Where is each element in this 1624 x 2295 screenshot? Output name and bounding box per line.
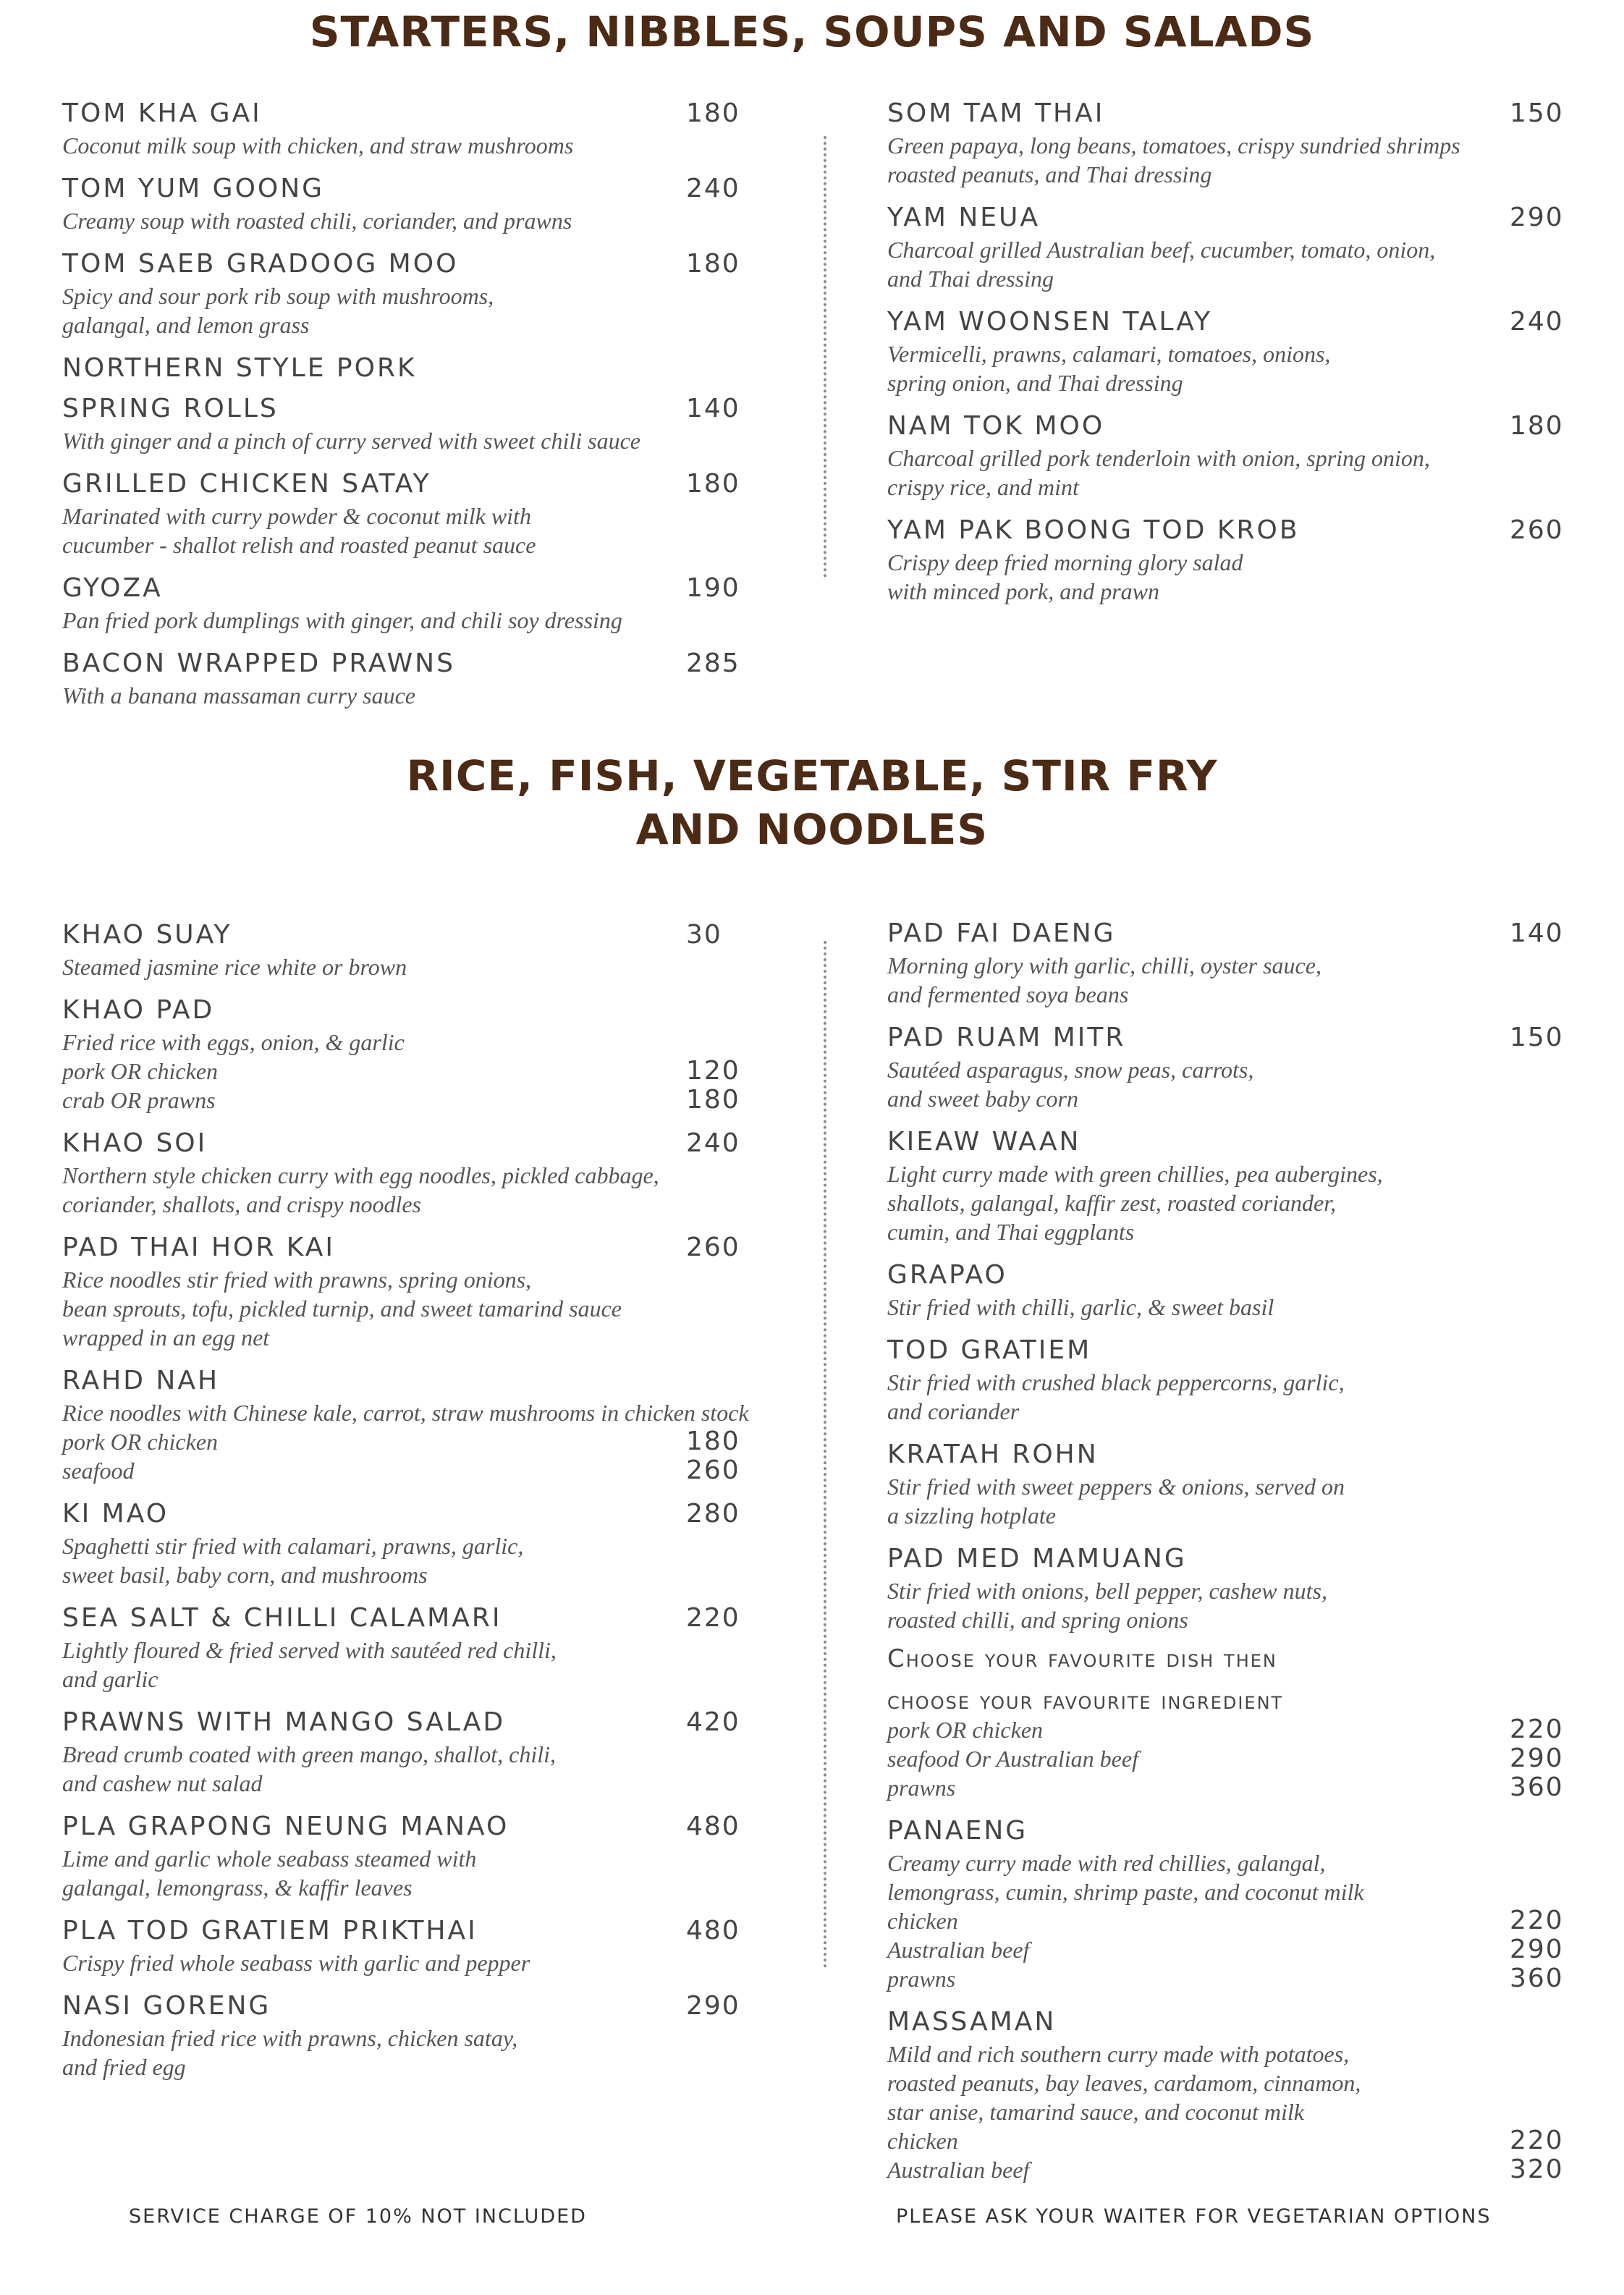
menu-item-description: Creamy soup with roasted chili, coriander, and prawns [62,208,572,234]
menu-item-description: spring onion, and Thai dressing [887,370,1183,396]
menu-item-description: cucumber - shallot relish and roasted peanut sauce [62,532,536,558]
menu-item-description: Steamed jasmine rice white or brown [62,954,407,980]
option-label: Australian beef [887,2157,1030,2183]
menu-item-description: bean sprouts, tofu, pickled turnip, and sweet tamarind sauce [62,1296,622,1322]
menu-item-description: Sautéed asparagus, snow peas, carrots, [887,1057,1254,1083]
menu-item-description: Stir fried with sweet peppers & onions, served on [887,1474,1345,1500]
option-price: 290 [1510,1935,1564,1964]
menu-item-price: 480 [686,1916,740,1945]
menu-item-name: SPRING ROLLS [62,394,279,423]
option-price: 180 [686,1427,740,1456]
menu-item-description: Mild and rich southern curry made with potatoes, [887,2041,1350,2067]
menu-item-name: RAHD NAH [62,1366,220,1395]
menu-item-price: 30 [686,920,722,950]
menu-item-price: 285 [686,648,740,678]
menu-item-name: PRAWNS WITH MANGO SALAD [62,1707,506,1737]
menu-item-price: 140 [1510,918,1564,948]
menu-item-description: Light curry made with green chillies, pea aubergines, [887,1161,1383,1187]
menu-item-description: Crispy fried whole seabass with garlic and pepper [62,1950,530,1976]
menu-item-description: Rice noodles stir fried with prawns, spring onions, [62,1267,532,1293]
menu-item-description: Crispy deep fried morning glory salad [887,549,1243,575]
menu-item-description: cumin, and Thai eggplants [887,1219,1135,1245]
option-label: crab OR prawns [62,1087,216,1113]
menu-item-description: and fermented soya beans [887,981,1129,1007]
menu-item-description: Marinated with curry powder & coconut milk with [62,503,531,529]
menu-item-price: 180 [686,469,740,499]
menu-item-name: TOM YUM GOONG [62,174,325,203]
menu-item-description: roasted peanuts, and Thai dressing [887,161,1212,187]
menu-item-description: and Thai dressing [887,266,1054,292]
menu-item-description: galangal, lemongrass, & kaffir leaves [62,1875,413,1901]
option-price: 360 [1510,1964,1564,1993]
menu-item-description: Green papaya, long beans, tomatoes, crispy sundried shrimps [887,132,1460,159]
menu-item-price: 480 [686,1812,740,1841]
menu-item-name: YAM NEUA [887,203,1040,232]
option-label: pork OR chicken [62,1058,219,1084]
option-price: 260 [686,1455,740,1485]
menu-item-name: PAD FAI DAENG [887,918,1116,948]
menu-item-description: Rice noodles with Chinese kale, carrot, straw mushrooms in chicken stock [62,1400,749,1426]
menu-item-description: lemongrass, cumin, shrimp paste, and coconut milk [887,1879,1364,1905]
menu-item-name: PLA TOD GRATIEM PRIKTHAI [62,1916,478,1945]
menu-item-description: Coconut milk soup with chicken, and straw mushrooms [62,132,574,159]
option-label: prawns [887,1775,956,1801]
menu-item-description: and garlic [62,1666,158,1692]
menu-item-price: 260 [1510,515,1564,545]
menu-item-price: 420 [686,1707,740,1737]
option-label: chicken [887,2128,958,2154]
menu-item-price: 180 [686,249,740,279]
menu-item-name: PAD THAI HOR KAI [62,1233,336,1262]
menu-item-description: Indonesian fried rice with prawns, chicken satay, [62,2025,518,2051]
menu-item-name: SOM TAM THAI [887,98,1105,128]
menu-item-name: KRATAH ROHN [887,1440,1099,1469]
menu-item-description: and fried egg [62,2054,186,2080]
menu-item-description: Charcoal grilled Australian beef, cucumber, tomato, onion, [887,237,1436,263]
option-price: 220 [1510,1715,1564,1744]
menu-item-description: with minced pork, and prawn [887,578,1159,604]
menu-item-description: wrapped in an egg net [62,1324,270,1351]
menu-item-description: shallots, galangal, kaffir zest, roasted coriander, [887,1190,1337,1216]
menu-item-price: 240 [686,174,740,203]
menu-item-price: 240 [686,1128,740,1158]
menu-item-description: Bread crumb coated with green mango, shallot, chili, [62,1741,556,1767]
menu-item-description: star anise, tamarind sauce, and coconut milk [887,2099,1304,2125]
menu-item-description: and sweet baby corn [887,1086,1078,1112]
menu-item-description: Spicy and sour pork rib soup with mushrooms, [62,283,494,309]
menu-item-description: roasted peanuts, bay leaves, cardamom, cinnamon, [887,2070,1361,2096]
option-label: chicken [887,1908,958,1934]
choose-instructions: Choose your favourite dish then [887,1644,1277,1673]
option-price: 290 [1510,1744,1564,1773]
option-label: prawns [887,1966,956,1992]
menu-item-name: PAD RUAM MITR [887,1023,1126,1052]
option-price: 180 [686,1085,740,1115]
menu-item-price: 180 [686,98,740,128]
menu-item-name: PLA GRAPONG NEUNG MANAO [62,1812,509,1841]
option-price: 220 [1510,1906,1564,1935]
menu-item-description: Northern style chicken curry with egg noodles, pickled cabbage, [62,1162,659,1188]
menu-item-name: SEA SALT & CHILLI CALAMARI [62,1603,502,1633]
menu-item-description: coriander, shallots, and crispy noodles [62,1191,421,1217]
column-divider [824,136,826,578]
menu-item-name: YAM WOONSEN TALAY [887,307,1213,337]
menu-item-description: Spaghetti stir fried with calamari, prawns, garlic, [62,1533,524,1559]
menu-item-price: 140 [686,394,740,423]
menu-item-name: TOM SAEB GRADOOG MOO [62,249,459,279]
mains-section-title-line1: RICE, FISH, VEGETABLE, STIR FRY [406,751,1218,800]
menu-item-description: crispy rice, and mint [887,474,1079,500]
menu-item-description: galangal, and lemon grass [62,312,310,338]
menu-item-name: MASSAMAN [887,2007,1057,2037]
option-price: 320 [1510,2155,1564,2184]
menu-item-name: KIEAW WAAN [887,1127,1081,1157]
choose-instructions: choose your favourite ingredient [887,1686,1284,1715]
menu-item-price: 240 [1510,307,1564,337]
menu-item-name: NASI GORENG [62,1991,271,2021]
menu-item-price: 190 [686,573,740,603]
menu-item-description: and coriander [887,1398,1020,1424]
menu-item-name: GRAPAO [887,1260,1007,1290]
menu-item-description: Stir fried with chilli, garlic, & sweet basil [887,1294,1274,1320]
menu-item-description: Lime and garlic whole seabass steamed with [62,1846,477,1872]
option-label: seafood Or Australian beef [887,1746,1138,1772]
menu-item-description: Creamy curry made with red chillies, galangal, [887,1850,1326,1876]
menu-item-name: PAD MED MAMUANG [887,1544,1187,1573]
menu-item-name: NAM TOK MOO [887,411,1105,441]
menu-item-name: NORTHERN STYLE PORK [62,353,417,383]
menu-item-description: Charcoal grilled pork tenderloin with onion, spring onion, [887,445,1430,471]
mains-section-title-line2: AND NOODLES [635,805,989,854]
column-divider [824,941,826,1969]
menu-item-name: KHAO SOI [62,1128,208,1158]
option-label: pork OR chicken [62,1429,219,1455]
vegetarian-note: PLEASE ASK YOUR WAITER FOR VEGETARIAN OPTIONS [896,2205,1492,2228]
menu-item-description: Pan fried pork dumplings with ginger, and chili soy dressing [62,607,622,633]
menu-item-name: KHAO PAD [62,995,215,1025]
option-price: 220 [1510,2126,1564,2155]
menu-item-name: KI MAO [62,1499,169,1529]
menu-item-price: 220 [686,1603,740,1633]
menu-item-description: a sizzling hotplate [887,1502,1056,1529]
menu-item-name: TOM KHA GAI [62,98,262,128]
menu-item-name: BACON WRAPPED PRAWNS [62,648,455,678]
menu-item-description: and cashew nut salad [62,1770,263,1796]
menu-item-name: PANAENG [887,1816,1028,1846]
menu-item-description: Stir fried with crushed black peppercorns, garlic, [887,1369,1345,1395]
menu-item-price: 180 [1510,411,1564,441]
menu-item-description: Vermicelli, prawns, calamari, tomatoes, onions, [887,341,1331,367]
menu-item-price: 150 [1510,1023,1564,1052]
service-charge-note: SERVICE CHARGE OF 10% NOT INCLUDED [129,2205,587,2228]
option-label: Australian beef [887,1937,1030,1963]
option-label: pork OR chicken [887,1717,1044,1743]
menu-item-price: 290 [1510,203,1564,232]
menu-item-name: KHAO SUAY [62,920,232,950]
starters-section-title: STARTERS, NIBBLES, SOUPS AND SALADS [309,7,1315,56]
menu-item-description: With ginger and a pinch of curry served with sweet chili sauce [62,428,640,454]
menu-item-name: TOD GRATIEM [887,1335,1092,1365]
menu-item-name: GYOZA [62,573,163,603]
menu-item-price: 290 [686,1991,740,2021]
option-label: seafood [62,1458,135,1484]
menu-item-description: Morning glory with garlic, chilli, oyster sauce, [887,952,1321,979]
option-price: 120 [686,1056,740,1086]
menu-item-description: Fried rice with eggs, onion, & garlic [62,1029,405,1055]
option-price: 360 [1510,1772,1564,1802]
menu-item-name: YAM PAK BOONG TOD KROB [887,515,1300,545]
menu-item-description: sweet basil, baby corn, and mushrooms [62,1562,428,1588]
menu-item-description: roasted chilli, and spring onions [887,1607,1188,1633]
menu-item-description: Stir fried with onions, bell pepper, cashew nuts, [887,1578,1327,1604]
menu-item-price: 280 [686,1499,740,1529]
menu-item-name: GRILLED CHICKEN SATAY [62,469,431,499]
menu-item-price: 150 [1510,98,1564,128]
menu-item-description: With a banana massaman curry sauce [62,682,415,709]
menu-item-description: Lightly floured & fried served with sautéed red chilli, [62,1637,557,1663]
menu-item-price: 260 [686,1233,740,1262]
